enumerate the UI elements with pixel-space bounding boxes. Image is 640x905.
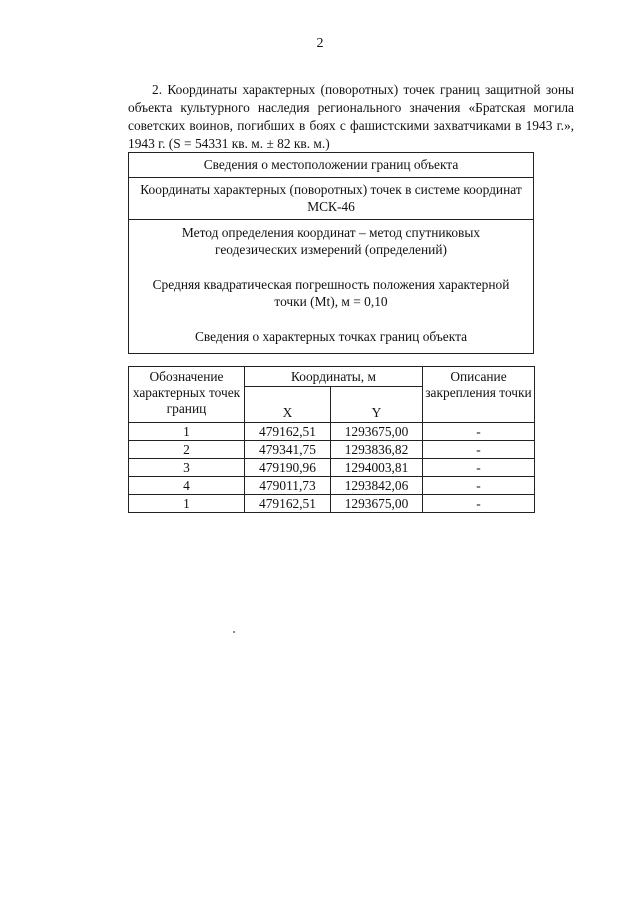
point-x: 479341,75 xyxy=(245,441,331,459)
point-id: 4 xyxy=(129,477,245,495)
point-y: 1293836,82 xyxy=(331,441,423,459)
intro-paragraph: 2. Координаты характерных (поворотных) точек границ защитной зоны объекта культурного наследия регионального значения «Братская могила советских воинов, погибших в боях с фашистскими захватчиками в 1943 г.», 1943 г. (S = 54331 кв. м. ± 82 кв. м.) xyxy=(128,82,574,152)
point-id: 1 xyxy=(129,423,245,441)
point-description: - xyxy=(423,477,535,495)
table-row xyxy=(129,423,535,441)
point-description: - xyxy=(423,441,535,459)
points-header: Сведения о характерных точках границ объекта xyxy=(194,329,468,344)
col-description: Описание закрепления точки xyxy=(423,367,535,423)
col-designation: Обозначение характерных точек границ xyxy=(129,367,245,423)
points-table xyxy=(128,366,535,513)
location-header: Сведения о местоположении границ объекта xyxy=(129,153,533,178)
point-description: - xyxy=(423,459,535,477)
point-y: 1293675,00 xyxy=(331,423,423,441)
point-description: - xyxy=(423,423,535,441)
col-y: Y xyxy=(331,387,423,423)
point-id: 1 xyxy=(129,495,245,513)
table-row xyxy=(129,495,535,513)
object-info-block xyxy=(128,152,534,354)
coordinate-system: Координаты характерных (поворотных) точек в системе координат МСК-46 xyxy=(129,178,533,220)
point-y: 1293675,00 xyxy=(331,495,423,513)
col-x: X xyxy=(245,387,331,423)
scan-dot xyxy=(233,631,235,633)
point-x: 479011,73 xyxy=(245,477,331,495)
point-x: 479162,51 xyxy=(245,495,331,513)
accuracy-text: Средняя квадратическая погрешность положения характерной точки (Mt), м = 0,10 xyxy=(152,277,510,309)
point-y: 1294003,81 xyxy=(331,459,423,477)
page-number: 2 xyxy=(316,36,324,51)
method-section xyxy=(129,220,533,354)
table-row xyxy=(129,459,535,477)
point-id: 3 xyxy=(129,459,245,477)
point-description: - xyxy=(423,495,535,513)
point-id: 2 xyxy=(129,441,245,459)
point-x: 479162,51 xyxy=(245,423,331,441)
method-text: Метод определения координат – метод спутниковых геодезических измерений (определений) xyxy=(181,225,481,257)
table-row xyxy=(129,477,535,495)
point-x: 479190,96 xyxy=(245,459,331,477)
col-coordinates: Координаты, м xyxy=(245,367,423,387)
point-y: 1293842,06 xyxy=(331,477,423,495)
table-row xyxy=(129,441,535,459)
